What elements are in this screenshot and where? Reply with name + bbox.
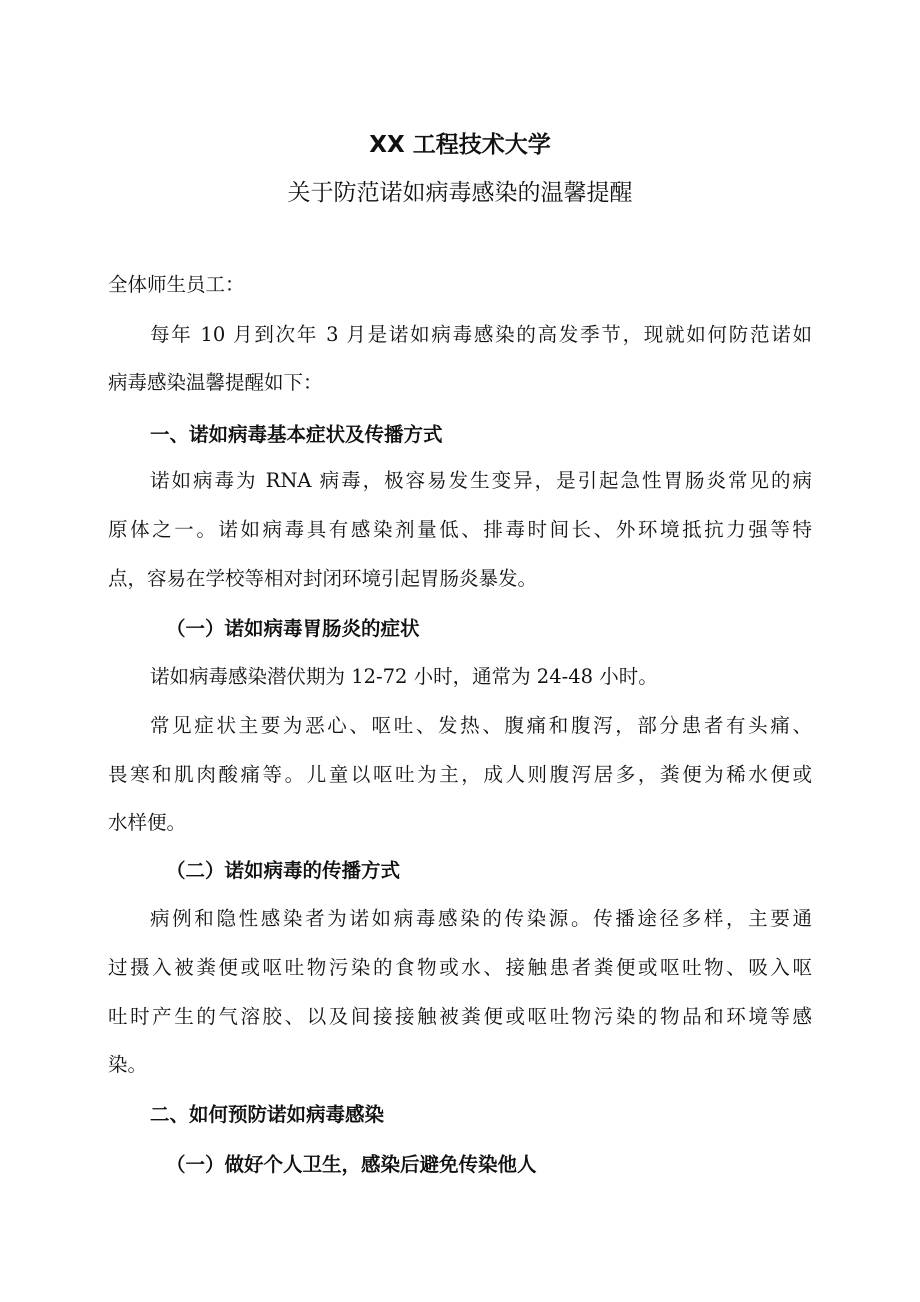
symptoms-line-3: 水样便。 (108, 811, 187, 834)
symptoms-line-1: 常见症状主要为恶心、呕吐、发热、腹痛和腹泻，部分患者有头痛、 (150, 714, 812, 737)
subsection-1-1-heading: （一）诺如病毒胃肠炎的症状 (166, 617, 420, 640)
section-1-body-line-1: 诺如病毒为 RNA 病毒，极容易发生变异，是引起急性胃肠炎常见的病 (150, 469, 812, 492)
section-1-body-line-2: 原体之一。诺如病毒具有感染剂量低、排毒时间长、外环境抵抗力强等特 (108, 518, 812, 541)
document-title-institution: XX 工程技术大学 (369, 132, 551, 158)
document-title-subject: 关于防范诺如病毒感染的温馨提醒 (287, 180, 633, 206)
symptoms-line-2: 畏寒和肌肉酸痛等。儿童以呕吐为主，成人则腹泻居多，粪便为稀水便或 (108, 763, 812, 786)
intro-line-1: 每年 10 月到次年 3 月是诺如病毒感染的高发季节，现就如何防范诺如 (150, 323, 812, 346)
section-1-heading: 一、诺如病毒基本症状及传播方式 (150, 423, 443, 446)
transmission-line-4: 染。 (108, 1053, 148, 1076)
section-2-heading: 二、如何预防诺如病毒感染 (150, 1103, 385, 1126)
salutation: 全体师生员工： (108, 273, 245, 296)
section-1-body-line-3: 点，容易在学校等相对封闭环境引起胃肠炎暴发。 (108, 567, 538, 590)
incubation-paragraph: 诺如病毒感染潜伏期为 12-72 小时，通常为 24-48 小时。 (150, 665, 658, 688)
intro-line-2: 病毒感染温馨提醒如下： (108, 371, 323, 394)
transmission-line-2: 过摄入被粪便或呕吐物污染的食物或水、接触患者粪便或呕吐物、吸入呕 (108, 956, 812, 979)
transmission-line-3: 吐时产生的气溶胶、以及间接接触被粪便或呕吐物污染的物品和环境等感 (108, 1005, 812, 1028)
transmission-line-1: 病例和隐性感染者为诺如病毒感染的传染源。传播途径多样，主要通 (150, 907, 812, 930)
subsection-1-2-heading: （二）诺如病毒的传播方式 (166, 859, 401, 882)
subsection-2-1-heading: （一）做好个人卫生，感染后避免传染他人 (166, 1153, 537, 1176)
